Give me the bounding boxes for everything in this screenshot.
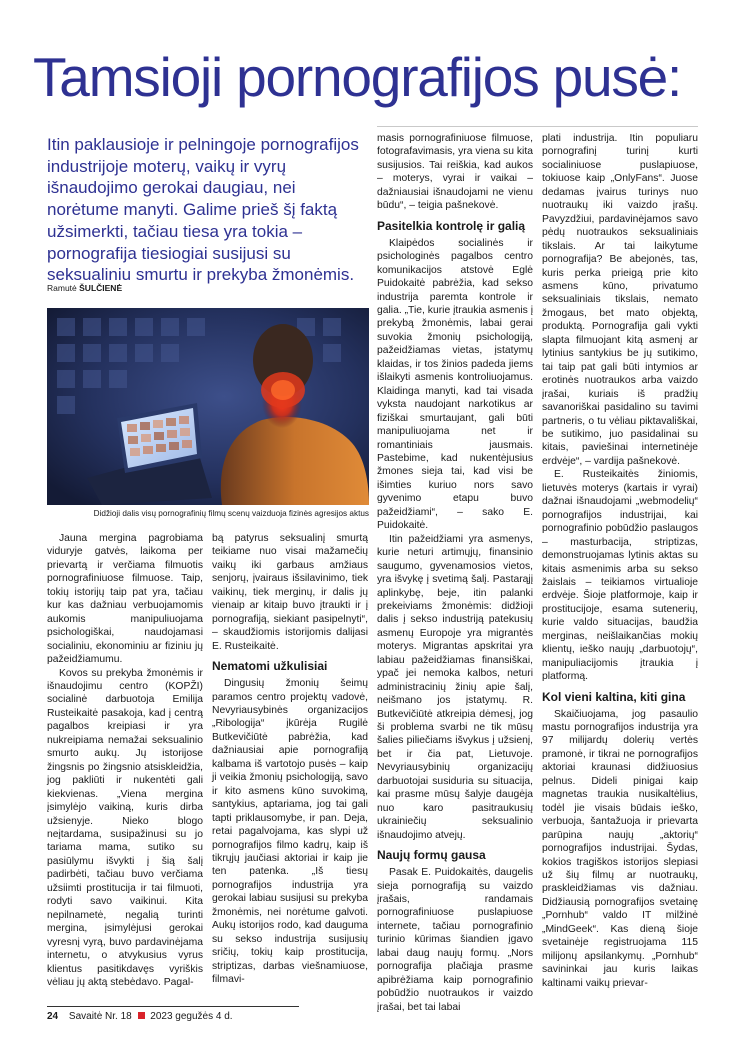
footer-divider [47,1006,299,1007]
red-square-icon [138,1012,145,1019]
author-first-name: Ramutė [47,283,77,293]
paragraph: Klaipėdos socialinės ir psichologinės pagalbos centro komunikacijos atstovė Eglė Puidokaitė pabrėžia, kad sekso industrija paremta kontrole ir galia. „Tie, kurie įtraukia asmenis į prekybą žmonėmis, labai gerai suvokia žmonių psichologiją, pažeidžiamas vietas, įstatymų klaidas, ir tos žinios padeda jiems išlaikyti asmenis kontroliuojamus. Klaidinga manyti, kad tai visada vyksta naudojant narkotikus ar fiziškai smurtaujant, gali būti manipuliuojama net ir romantiniais jausmais. Pastebime, kad nukentėjusius žmones sieja tai, kad visi be išimties kuriuo nors savo gyvenimo etapu buvo pažeidžiami“, – sako E. Puidokaitė. [377,237,533,532]
column-top-divider [377,126,698,127]
paragraph: masis pornografiniuose filmuose, fotografavimasis, yra viena su kita susijusios. Tai reiškia, kad aukos – moterys, vyrai ir vaikai – dažniausiai išnaudojami ne vienu būdu“, – teigia pašnekovė. [377,133,533,212]
paragraph: plati industrija. Itin populiaru pornografinį turinį kurti socialiniuose puslapiuose, tokiuose kaip „OnlyFans“. Juose dedamas įvairus turinys nuo nuotraukų iki vaizdo įrašų. Pavyzdžiui, pardavinėjamos savo pėdų nuotraukos seksualiniais tikslais. Ar tai laikytume pornografija? Be abejonės, tas, kuris perka prieigą prie kito asmens kūno, privatumo seksualiniais tikslais, nemato žmogaus, bet mato objektą, produktą. Pornografija gali vykti slapta filmuojant kitą asmenį ar lytinius santykius be jų sutikimo, tai taip pat gali būti intymios ar erotinės nuotraukos arba vaizdo įrašai, kuriais iš pradžių savanoriškai pasidalino su tavimi partneris, o tu vėliau piktavališkai, be sutikimo, juo pasidalinai su kitais, paviešinai internetinėje erdvėje“, – vardija pašnekovė. [542,133,698,467]
issue-date: 2023 gegužės 4 d. [150,1011,233,1022]
man-watching-laptop-illustration [47,308,369,505]
author-byline [47,283,122,293]
magazine-issue: Savaitė Nr. 18 [68,1011,132,1022]
section-heading: Pasitelkia kontrolę ir galią [377,218,526,233]
paragraph: Jauna mergina pagrobiama viduryje gatvės, laikoma per prievartą ir verčiama filmuotis pornografiniuose filmuose. Taip, tokių istorijų taip pat yra, tačiau kur kas dažniau verbuojamomis aukomis manipuliuojama psichologiškai, naudojamasi socialiniu, ekonominiu ar fiziniu jų pažeidžiamumu. [47,533,203,666]
text-column-2 [212,532,368,987]
page-number: 24 [47,1011,59,1022]
section-heading: Nematomi užkulisiai [212,659,328,674]
paragraph: Kovos su prekyba žmonėmis ir išnaudojimu centro (KOPŽI) socialinė darbuotoja Emilija Rusteikaitė pasakoja, kad į centrą pagalbos kreipiasi ir yra nukreipiama nemažai seksualinio smurto aukų. Jų istorijose žingsnis po žingsnio atsiskleidžia, jog pakliūti ir nukentėti gali kiekvienas. „Viena mergina įsimylėjo vaikiną, kuris dirba užsienyje. Nieko blogo neįtardama, susipažinusi su jo tariama mama, sutiko su pasiūlymu išvykti į šią šalį padirbėti, tačiau buvo verčiama užsiimti prostitucija ir tai filmuoti, rodyti savo vaikinui. Kita nepilnametė, negalią turinti mergina, įsimylėjusi gerokai vyresnį vyrą, buvo pardavinėjama internetu, o atvykusius vyrus klientus pasitikdavęs vyriškis vėliau jų aktą stebėdavo. Pagal- [47,667,203,988]
page-footer [47,1011,233,1022]
section-heading: Kol vieni kaltina, kiti gina [542,689,686,704]
author-last-name: ŠULČIENĖ [79,283,123,293]
paragraph: Itin pažeidžiami yra asmenys, kurie neturi artimųjų, finansinio saugumo, gyvenamosios vietos, yra išvykę į svetimą šalį. Pastarąjį aplinkybę, beje, itin palanki prekeiviams žmonėmis: didžioji dalis į sekso industriją patekusių asmenų Europoje yra migrantės moterys. Migrantas apskritai yra labiau pažeidžiamas finansiškai, ypač jei nemoka kalbos, neturi administracinių žinių apie šalį, neišmano jos įstatymų. R. Butkevičiūtė atkreipia dėmesį, jog ši problema svarbi ne tik mūsų šalies piliečiams išvykus į užsienį, bet ir čia pat, Lietuvoje. Nevyriausybinių organizacijų darbuotojai susiduria su situacija, kai prasme mūsų šalyje daugėja nuo karo pasitraukusių ukrainiečių seksualinio išnaudojimo atvejų. [377,533,533,841]
article-title: Tamsioji pornografijos pusė: [33,46,682,108]
section-heading: Naujų formų gausa [377,848,486,863]
paragraph: E. Rusteikaitės žiniomis, lietuvės moterys (kartais ir vyrai) dažnai išnaudojami „webmodelių“ pornografijos industrijai, kai pornografinio pobūdžio paslaugos – masturbacija, striptizas, demonstruojamas lytinis aktas su kitais asmenimis arba su sekso žaislais – teikiamos virtualioje erdvėje. Šioje platformoje, kaip ir prostitucijoje, esama sutenerių, kurie valdo situacijas, baudžia merginas, neišlaikančias mokių klientų, ieško naujų „darbuotojų“, manipuliacijomis įtraukia į platformą. [542,469,698,683]
paragraph: Dingusių žmonių šeimų paramos centro projektų vadovė, Nevyriausybinės organizacijos „Ribologija“ įkūrėja Rugilė Butkevičiūtė pabrėžia, kad dažniausiai apie pornografiją kalbama iš vartotojo pusės – kaip ji veikia žmonių psichologiją, savo ir kito asmens kūno suvokimą, santykius, aptariama, jog tai gali tapti priklausomybe, ir pan. Deja, retai pagalvojama, kas slypi už pornografijos filmo kadrų, kaip iš tikrųjų jaučiasi aktoriai ir kaip jie ten patenka. „Iš tiesų pornografijos industrija yra gerokai labiau susijusi su prekyba žmonėmis, nei norėtume galvoti. Aukų istorijos rodo, kad dauguma su sekso industrija susijusių sričių, tokių kaip prostitucija, striptizas, darbas viešnamiuose, filmavi- [212,678,368,986]
article-lead: Itin paklausioje ir pelningoje pornografijos industrijoje moterų, vaikų ir vyrų išnaudojimo gerokai daugiau, nei norėtume manyti. Galime prieš šį faktą užsimerkti, tačiau tiesa yra tokia – pornografija tiesiogiai susijusi su seksualiniu smurtu ir prekyba žmonėmis. [47,135,359,285]
paragraph: Pasak E. Puidokaitės, daugelis sieja pornografiją su vaizdo įrašais, randamais pornografiniuose puslapiuose internete, tačiau pornografinio turinio kūrimas šiandien įgavo labai daug naujų formų. „Nors pornografija plačiąja prasme apibrėžiama kaip pornografinio pobūdžio nuotraukos ir vaizdo įrašai, bet tai labai [377,867,533,1013]
paragraph: bą patyrus seksualinį smurtą teikiame nuo visai mažamečių vaikų iki garbaus amžiaus senjorų, įvairaus išsilavinimo, tiek vaikinų, tiek merginų, ir dalis jų vienaip ar kitaip buvo įtraukti ir į pornografiją, siekiant pasipelnyti“, – skaudžiomis istorijomis dalijasi E. Rusteikaitė. [212,533,368,652]
text-column-3 [377,132,533,1014]
text-column-1 [47,532,203,989]
paragraph: Skaičiuojama, jog pasaulio mastu pornografijos industrija yra 97 milijardų dolerių vertės pramonė, ir tikrai ne pornografijos aktoriai kraunasi didžiuosius pelnus. Dideli pinigai kaip magnetas traukia nusikaltėlius, todėl jie visais būdais ieško, verbuoja, šantažuoja ir prievarta parūpina naujų „aktorių“ pornografijos industrijai. Šydas, kokios tragiškos istorijos slepiasi už šių filmų ar nuotraukų, praskleidžiamas vis dažniau. Didžiausią pornografijos svetainę „Pornhub“ valdo IT milžinė „MindGeek“. Kas dieną šioje svetainėje registruojama 115 milijonų apsilankymų. „Pornhub“ savininkai jau kuris laikas kaltinami vaikų prievar- [542,708,698,989]
photo-caption: Didžioji dalis visų pornografinių filmų scenų vaizduoja fizinės agresijos aktus [93,509,369,518]
article-photo [47,308,369,505]
text-column-4 [542,132,698,990]
